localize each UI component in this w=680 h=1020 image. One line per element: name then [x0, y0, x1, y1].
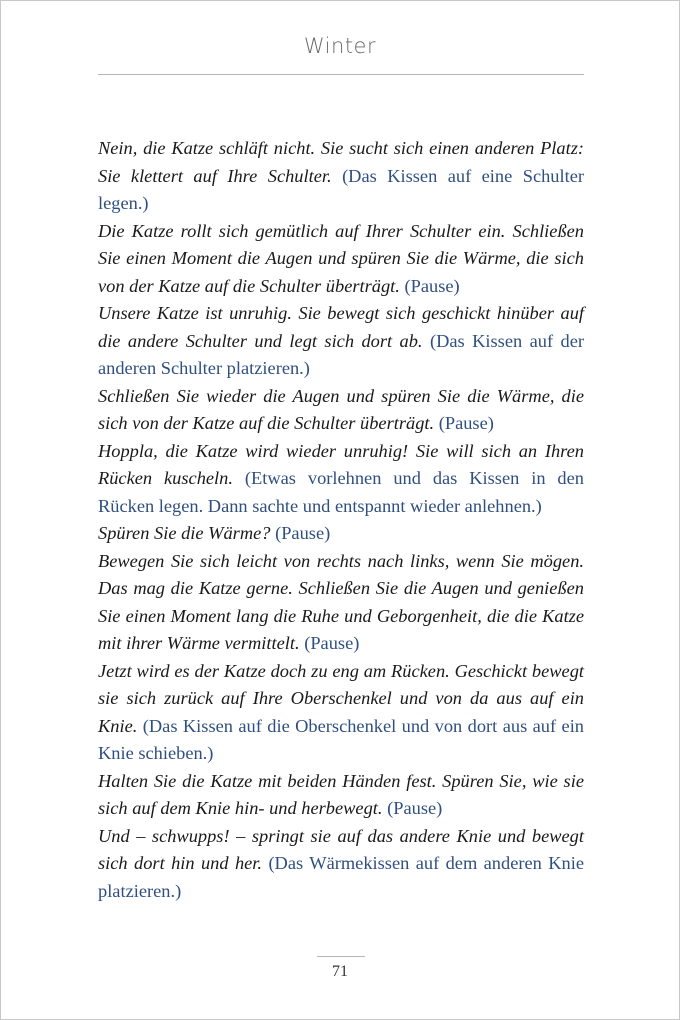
paragraph [98, 300, 584, 383]
instruction-text: (Pause) [404, 275, 460, 296]
paragraph [98, 438, 584, 521]
paragraph [98, 135, 584, 218]
paragraph [98, 520, 584, 548]
body-text [98, 135, 584, 905]
paragraph [98, 658, 584, 768]
paragraph [98, 823, 584, 906]
spoken-text: Schließen Sie wieder die Augen und spüren Sie die Wärme, die sich von der Katze auf die Schulter überträgt. [98, 385, 584, 433]
instruction-text: (Das Kissen auf die Oberschenkel und von dort aus auf ein Knie schieben.) [98, 715, 584, 763]
page-number: 71 [332, 963, 348, 980]
running-header: Winter [303, 34, 377, 58]
header-divider [98, 74, 584, 75]
spoken-text: Spüren Sie die Wärme? [98, 523, 271, 543]
spoken-text: Unsere Katze ist unruhig. Sie bewegt sich geschickt hinüber auf die andere Schulter und legt sich dort ab. [98, 303, 584, 351]
instruction-text: (Das Kissen auf der anderen Schulter platzieren.) [98, 330, 585, 378]
paragraph [98, 383, 584, 438]
spoken-text: Bewegen Sie sich leicht von rechts nach links, wenn Sie mögen. Das mag die Katze gerne. Schließen Sie die Augen und genießen Sie einen Moment lang die Ruhe und Geborgenheit, die die Katze mit ihrer Wärme vermittelt. [98, 550, 584, 653]
spoken-text: Und – schwupps! – springt sie auf das andere Knie und bewegt sich dort hin und her. [98, 825, 584, 873]
spoken-text: Hoppla, die Katze wird wieder unruhig! Sie will sich an Ihren Rücken kuscheln. [98, 440, 584, 488]
paragraph [98, 548, 584, 658]
instruction-text: (Das Kissen auf eine Schulter legen.) [98, 165, 585, 213]
spoken-text: Halten Sie die Katze mit beiden Händen fest. Spüren Sie, wie sie sich auf dem Knie hin- und herbewegt. [98, 770, 584, 818]
instruction-text: (Pause) [438, 413, 494, 433]
instruction-text: (Etwas vorlehnen und das Kissen in den Rücken legen. Dann sachte und entspannt wieder anlehnen.) [98, 468, 584, 516]
paragraph [98, 768, 584, 823]
instruction-text: (Das Wärmekissen auf dem anderen Knie platzieren.) [98, 853, 584, 901]
footer-divider [317, 956, 365, 957]
spoken-text: Die Katze rollt sich gemütlich auf Ihrer Schulter ein. Schließen Sie einen Moment die Augen und spüren Sie die Wärme, die sich von der Katze auf die Schulter überträgt. [98, 220, 584, 296]
instruction-text: (Pause) [275, 523, 331, 543]
spoken-text: Nein, die Katze schläft nicht. Sie sucht sich einen anderen Platz: Sie klettert auf Ihre Schulter. [98, 138, 584, 186]
paragraph [98, 218, 584, 301]
spoken-text: Jetzt wird es der Katze doch zu eng am Rücken. Geschickt bewegt sie sich zurück auf Ihre Oberschenkel und von da aus auf ein Knie. [98, 660, 584, 736]
instruction-text: (Pause) [387, 798, 443, 818]
instruction-text: (Pause) [304, 633, 360, 653]
